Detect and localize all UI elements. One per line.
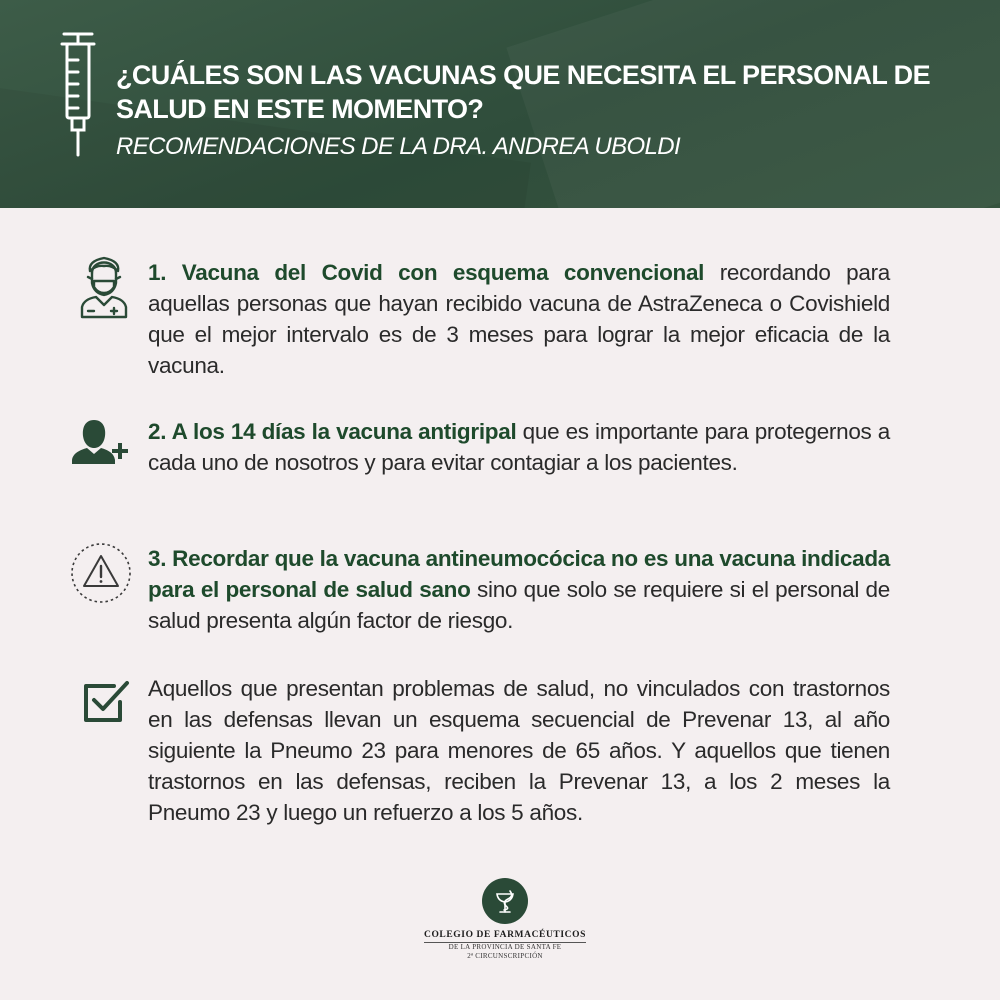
list-item — [148, 257, 890, 381]
page-title: ¿CUÁLES SON LAS VACUNAS QUE NECESITA EL PERSONAL DE SALUD EN ESTE MOMENTO? — [116, 60, 930, 124]
logo-province: DE LA PROVINCIA DE SANTA FE — [448, 943, 562, 951]
syringe-icon — [58, 30, 98, 160]
college-logo — [420, 878, 590, 968]
checkbox-icon — [80, 678, 132, 724]
item-text: sino que solo se requiere si el personal de salud presenta algún factor de riesgo. — [148, 577, 890, 633]
list-item — [148, 416, 890, 478]
add-user-icon — [72, 418, 130, 466]
warning-icon — [70, 542, 132, 604]
logo-name: COLEGIO DE FARMACÉUTICOS — [424, 930, 586, 943]
list-item — [148, 543, 890, 636]
header-banner — [0, 0, 1000, 208]
item-text: que es importante para protegernos a cada uno de nosotros y para evitar contagiar a los pacientes. — [148, 419, 890, 475]
page-subtitle: RECOMENDACIONES DE LA DRA. ANDREA UBOLDI — [116, 133, 681, 160]
item-highlight: 1. Vacuna del Covid con esquema convencional — [148, 260, 705, 285]
pharmacy-emblem-icon — [482, 878, 528, 924]
item-text: Aquellos que presentan problemas de salud, no vinculados con trastornos en las defensas llevan un esquema secuencial de Prevenar 13, al año siguiente la Pneumo 23 para menores de 65 años. Y aquellos que tienen trastornos en las defensas, reciben la Prevenar 13, a los 2 meses la Pneumo 23 y luego un refuerzo a los 5 años. — [148, 676, 890, 825]
list-item — [148, 673, 890, 828]
doctor-mask-icon — [78, 253, 130, 319]
item-highlight: 2. A los 14 días la vacuna antigripal — [148, 419, 517, 444]
item-highlight: 3. Recordar que la vacuna antineumocócica no es una vacuna indicada para el personal de salud sano — [148, 546, 890, 602]
item-text: recordando para aquellas personas que hayan recibido vacuna de AstraZeneca o Covishield que el mejor intervalo es de 3 meses para lograr la mejor eficacia de la vacuna. — [148, 260, 890, 378]
logo-circumscription: 2ª CIRCUNSCRIPCIÓN — [467, 952, 543, 960]
